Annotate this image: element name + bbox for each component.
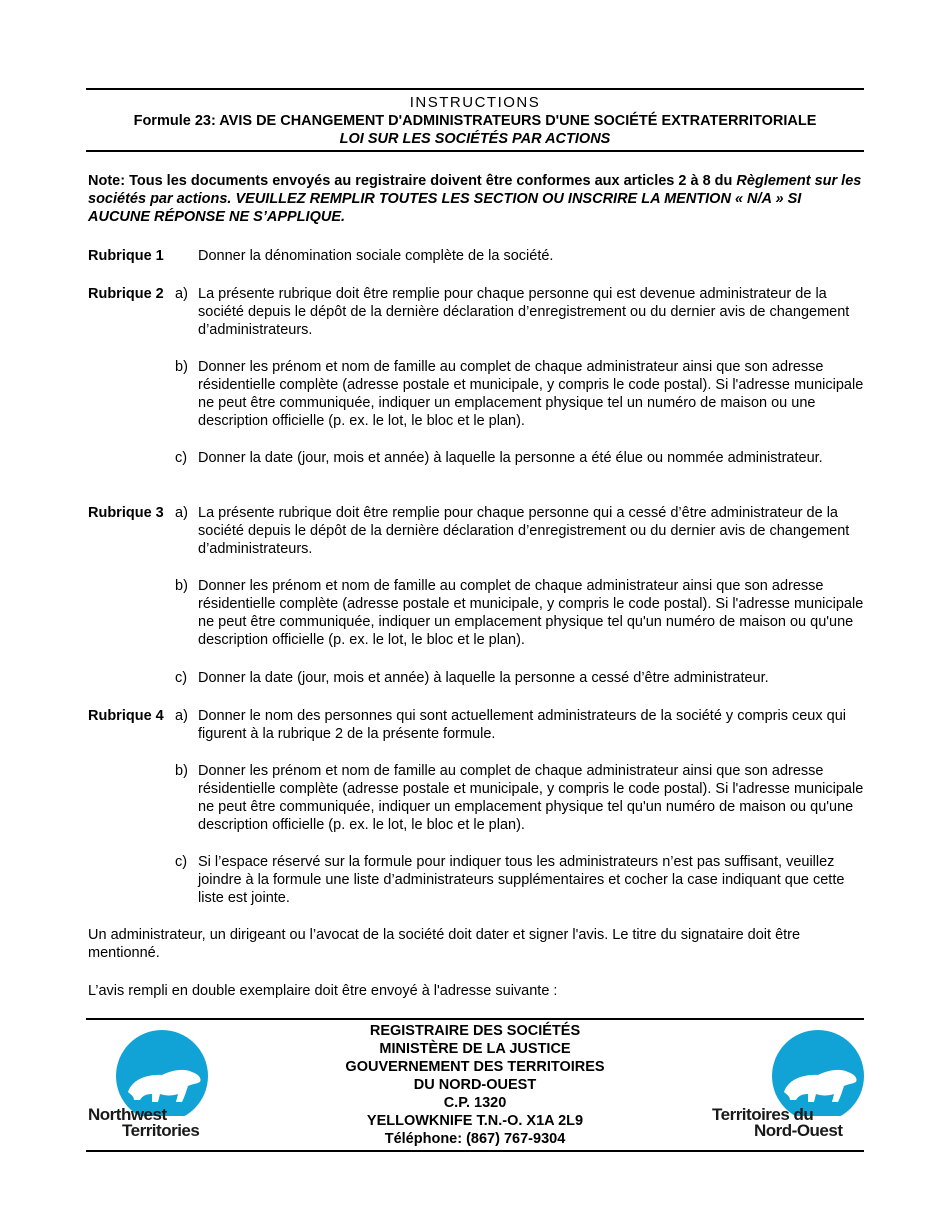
document-header	[86, 94, 864, 148]
rubrique-2-label: Rubrique 2	[88, 286, 164, 302]
logo-right-line2: Nord-Ouest	[754, 1121, 843, 1140]
note-paragraph	[88, 172, 864, 226]
rubrique-3-c-text: Donner la date (jour, mois et année) à laquelle la personne a cessé d’être administrateur.	[198, 670, 769, 686]
address-line-3: GOUVERNEMENT DES TERRITOIRES	[345, 1059, 605, 1075]
send-to-paragraph: L’avis rempli en double exemplaire doit être envoyé à l'adresse suivante :	[88, 983, 558, 999]
nwt-logo-right	[710, 1030, 864, 1142]
item-letter-c: c)	[175, 854, 188, 870]
logo-left-line1: Northwest	[88, 1105, 167, 1124]
rubrique-4-b	[88, 762, 864, 834]
rubrique-2-b-text: Donner les prénom et nom de famille au complet de chaque administrateur ainsi que son adresse résidentielle complète (adresse postale et municipale, y compris le code postal). Si l'adresse municipale ne peut être communiquée, indiquer un emplacement physique tel un numéro de maison ou une description officielle (p. ex. le lot, le bloc et le plan).	[198, 359, 864, 429]
rubrique-4-c-text: Si l’espace réservé sur la formule pour indiquer tous les administrateurs n’est pas suffisant, veuillez joindre à la formule une liste d’administrateurs supplémentaires et cocher la case indiquant que cette liste est jointe.	[198, 854, 845, 906]
note-lead: Note: Tous les documents envoyés au registraire doivent être conformes aux articles 2 à 8 du	[88, 173, 737, 189]
item-letter-c: c)	[175, 670, 188, 686]
item-letter-a: a)	[175, 505, 188, 521]
note-regulation: Règlement sur les sociétés par actions.	[88, 173, 862, 207]
item-letter-c: c)	[175, 450, 188, 466]
item-letter-a: a)	[175, 286, 188, 302]
item-letter-b: b)	[175, 359, 188, 375]
rubrique-2-c-text: Donner la date (jour, mois et année) à laquelle la personne a été élue ou nommée administrateur.	[198, 450, 823, 466]
rubrique-2-a	[88, 285, 864, 339]
rubrique-1	[88, 247, 864, 265]
rubrique-4-label: Rubrique 4	[88, 708, 164, 724]
rubrique-2-b	[88, 358, 864, 430]
address-line-1: REGISTRAIRE DES SOCIÉTÉS	[369, 1023, 581, 1039]
header-bottom-rule	[86, 150, 864, 152]
address-line-2: MINISTÈRE DE LA JUSTICE	[379, 1041, 571, 1057]
rubrique-3-b-text: Donner les prénom et nom de famille au complet de chaque administrateur ainsi que son adresse résidentielle complète (adresse postale et municipale, y compris le code postal). Si l'adresse municipale ne peut être communiquée, indiquer un emplacement physique tel qu'un numéro de maison ou qu'une description officielle (p. ex. le lot, le bloc et le plan).	[198, 578, 864, 648]
rubrique-1-label: Rubrique 1	[88, 248, 164, 264]
top-rule	[86, 88, 864, 90]
rubrique-2-c	[88, 449, 864, 467]
address-phone: Téléphone: (867) 767-9304	[384, 1131, 566, 1147]
footer-top-rule	[86, 1018, 864, 1020]
address-line-6: YELLOWKNIFE T.N.-O. X1A 2L9	[366, 1113, 584, 1129]
rubrique-4-c	[88, 853, 864, 907]
rubrique-3-a	[88, 504, 864, 558]
signature-paragraph: Un administrateur, un dirigeant ou l’avocat de la société doit dater et signer l'avis. Le titre du signataire doit être mentionné.	[88, 927, 801, 961]
footer-bottom-rule	[86, 1150, 864, 1152]
nwt-logo-left	[88, 1030, 218, 1142]
rubrique-3-a-text: La présente rubrique doit être remplie pour chaque personne qui a cessé d’être administrateur de la société depuis le dépôt de la dernière déclaration d’enregistrement ou du dernier avis de changement d’administrateurs.	[198, 505, 850, 557]
item-letter-b: b)	[175, 763, 188, 779]
instructions-heading: INSTRUCTIONS	[409, 94, 541, 111]
form-title: Formule 23: AVIS DE CHANGEMENT D'ADMINISTRATEURS D'UNE SOCIÉTÉ EXTRATERRITORIALE	[133, 113, 817, 129]
rubrique-2-a-text: La présente rubrique doit être remplie pour chaque personne qui est devenue administrateur de la société depuis le dépôt de la dernière déclaration d’enregistrement ou du dernier avis de changement d’administrateurs.	[198, 286, 850, 338]
logo-left-line2: Territories	[122, 1121, 200, 1140]
rubrique-4-b-text: Donner les prénom et nom de famille au complet de chaque administrateur ainsi que son adresse résidentielle complète (adresse postale et municipale, y compris le code postal). Si l'adresse municipale ne peut être communiquée, indiquer un emplacement physique tel qu'un numéro de maison ou qu'une description officielle (p. ex. le lot, le bloc et le plan).	[198, 763, 864, 833]
rubrique-1-text: Donner la dénomination sociale complète de la société.	[198, 248, 554, 264]
registrar-address	[290, 1022, 660, 1148]
item-letter-a: a)	[175, 708, 188, 724]
logo-right-line1: Territoires du	[712, 1105, 814, 1124]
rubrique-4-a-text: Donner le nom des personnes qui sont actuellement administrateurs de la société y compris ceux qui figurent à la rubrique 2 de la présente formule.	[198, 708, 847, 742]
address-line-4: DU NORD-OUEST	[413, 1077, 537, 1093]
rubrique-4-a	[88, 707, 864, 743]
address-line-5: C.P. 1320	[443, 1095, 507, 1111]
rubrique-3-c	[88, 669, 864, 687]
rubrique-3-b	[88, 577, 864, 649]
note-instruction: VEUILLEZ REMPLIR TOUTES LES SECTION OU INSCRIRE LA MENTION « N/A » SI AUCUNE RÉPONSE NE S’APPLIQUE.	[88, 191, 802, 225]
rubrique-3-label: Rubrique 3	[88, 505, 164, 521]
item-letter-b: b)	[175, 578, 188, 594]
law-title: LOI SUR LES SOCIÉTÉS PAR ACTIONS	[339, 131, 611, 147]
